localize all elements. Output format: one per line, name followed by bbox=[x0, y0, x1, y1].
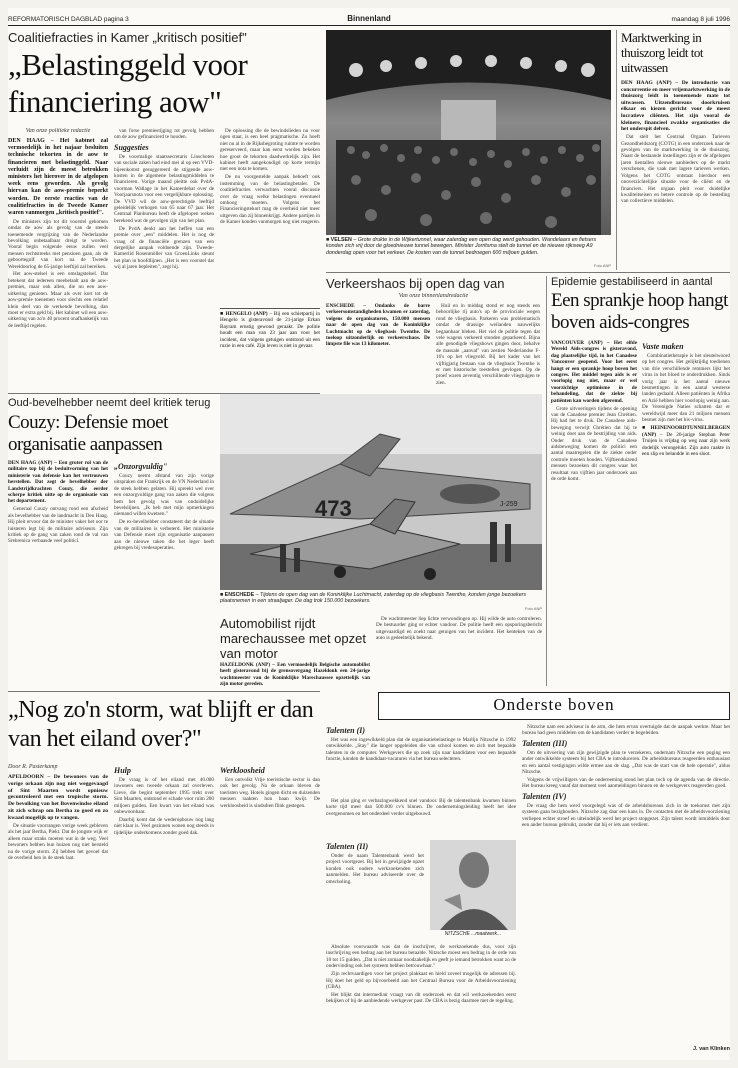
auto-body-col bbox=[376, 616, 542, 688]
aow-column-2 bbox=[114, 128, 214, 388]
aow-byline: Van onze politieke redactie bbox=[25, 128, 91, 134]
storm-body: De situatie voorrangen vorige week gebleven als het jaar Bertha, Piekt. Dat de jongste wijk er alleen maar straks moeten wat in de weg. Veel bewoners hebben hun huizen nog niet hersteld na de vorige storm. Zij hebben het gevoel dat de overheid hen in de steek laat. bbox=[8, 823, 108, 862]
masthead-paper-page: REFORMATORISCH DAGBLAD pagina 3 bbox=[8, 16, 129, 23]
storm-column-1 bbox=[8, 774, 108, 1054]
aow-kicker: Coalitiefracties in Kamer „kritisch positief" bbox=[8, 30, 247, 45]
aids-lead: VANCOUVER (ANP) – Het elfde Wereld Aids-congres is gisteravond, dag plaatselijke tijd, in het Canadese Vancouver geopend. Voor het eerst hangt er een sprankje hoop boven het congres. Het middel tegen aids is er voorlopig nog niet, maar er wel voorzichtige optimisme in de behandeling, dat de ziekte bij patiënten kan worden afgeremd. bbox=[551, 340, 637, 404]
thuiszorg-lead: DEN HAAG (ANP) – De introductie van concurrentie en meer vrijemarktwerking in de thuiszorg leidt in toenemende mate tot uitwassen. Uitzendbureaus doorkruisen elkaar en kiezen gericht voor de meest lucratieve cliënten. Het zijn vooral de kleinere, financieel zwakke organisaties die het onderspit delven. bbox=[621, 80, 730, 133]
aow-subhead-suggesties: Suggesties bbox=[114, 142, 149, 152]
verkeer-kicker: Verkeershaos bij open dag van bbox=[326, 276, 505, 291]
side-divider bbox=[616, 30, 617, 270]
tunnel-caption-tag: VELSEN bbox=[330, 237, 352, 243]
talenten-subhead-3: Talenten (III) bbox=[522, 738, 568, 748]
onderste-boven-banner: Onderste boven bbox=[378, 692, 730, 720]
talenten-block-4 bbox=[326, 944, 516, 1054]
aow-col2-body: De voormalige staatssecretaris Linschoten van sociale zaken had eind mei al op een VVD-bijeenkomst gesuggereerd de stijgende aow-kosten in de algemene belastingmiddelen te financieren. Vorige maand pleitte ook PvdA-voorman Wallage in het Kamerdebat over de Voorjaarsnota voor een vergelijkbare oplossing. De VVD wil de aow-gerechtigde leeftijd geleidelijk verhogen van 65 naar 67 jaar. Het Centraal Planbureau heeft de afgelopen weken berekend wat de gevolgen zijn van het plan. bbox=[114, 153, 214, 224]
tunnel-photo-image bbox=[326, 30, 611, 235]
thuiszorg-body: Dat stelt het Centraal Orgaan Tarieven Gezondheidszorg (COTG) in een onderzoek naar de gevolgen van de marktwerking in de thuiszorg. Naast de bestaande instellingen zijn er de afgelopen jaren tientallen nieuwe aanbieders op de markt verschenen, die vaak met lagere tarieven werken. Volgens het COTG ontstaat hierdoor een onoverzichtelijke situatie voor de cliënt en de financiers. Het orgaan pleit voor duidelijke kwaliteitseisen en betere controle op de besteding van collectieve middelen. bbox=[621, 134, 730, 205]
author-signature: J. van Klinken bbox=[693, 1046, 730, 1052]
couzy-column-2 bbox=[114, 460, 214, 688]
jets-caption-tag: ENSCHEDE bbox=[224, 592, 255, 598]
jets-photo bbox=[220, 394, 542, 590]
svg-text:473: 473 bbox=[315, 496, 352, 521]
aow-body-1: De ministers zijn tot dit voorstel gekomen omdat de aow als gevolg van de steeds toenemende vergrijzing van de Nederlandse bevolking onbetaalbaar dreigt te worden. Vooral begin volgende eeuw zullen veel mensen rechtstreeks met pensioen gaan, als de geboortegolf van kort na de Tweede Wereldoorlog de 65-jarige leeftijd zal bereiken. bbox=[8, 218, 108, 270]
nitzsche-caption: NITZSCHE ...maatwerk... bbox=[444, 931, 502, 937]
storm-headline: „Nog zo'n storm, wat blijft er dan van het eiland over?" bbox=[8, 697, 314, 752]
couzy-body-3: De ex-bevelhebber constateert dat de situatie van de militairen is verbeterd. Het ministerie van Defensie moet zijn organisatie aanpassen aan de nieuwe taken die het leger heeft gekregen bij vredesoperaties. bbox=[114, 519, 214, 551]
aids-column-1 bbox=[551, 340, 637, 685]
hengelo-brief: ■ HENGELO (ANP) – Bij een schietpartij in Hengelo is gisteravond de 21-jarige Erkan Bayram ernstig gewond geraakt. De politie houdt een man van 23 jaar aan voor het incident, dat volgens getuigen ontstond uit een ruzie in een café. Zijn leven is niet in gevaar. bbox=[220, 308, 320, 386]
talenten-body-1: Het was een ingewikkeld plan dat de organisatiebelastinge te Marlijn Nitzsche in 1992 ontwikkelde. „Stay" die langer opgeleiden die van school komen en zich met bepaalde talenten in de computer. Werkgevers die op zoek zijn naar kandidaten voor een bepaalde functie, konden de kandidaat-vacatures via het bureau selecteren. bbox=[326, 737, 516, 763]
talenten-body-6: Het blijkt dat intermediair vraagt van dit onderzoek en dat wil werkzoekenden eerst bekijken of bij de aanbiedende werkgever past. De CBA is bezig daarmee met de regeling. bbox=[326, 991, 516, 1005]
talenten-block-3 bbox=[326, 840, 424, 940]
hengelo-brief-text: – Bij een schietpartij in Hengelo is gisteravond de 21-jarige Erkan Bayram ernstig gewond geraakt. De politie houdt een man van 23 jaar aan voor het incident, dat volgens getuigen ontstond uit een ruzie in een café. Zijn leven is niet in gevaar. bbox=[220, 311, 320, 350]
aow-headline: „Belastinggeld voor financiering aow" bbox=[8, 47, 248, 119]
storm-column-3 bbox=[220, 764, 320, 1054]
jets-caption-text: – Tijdens de open dag van de Koninklijke Luchtmacht, zaterdag op de vliegbasis Twenthe, konden jonge bezoekers plaatsnemen in een straaljager. De dag trok 150.000 bezoekers. bbox=[220, 592, 527, 605]
aids-brief-text: – De 26-jarige Stephan Peter Truijen is vrijdag op weg naar zijn werk dodelijk verongelukt. Zijn auto raakte in een slip en belandde in een sloot. bbox=[642, 431, 730, 458]
newspaper-page bbox=[8, 8, 730, 1060]
talenten-right-intro: Nitzsche nam een adviseur in de arm, die hem ervan overtuigde dat de aanpak werkte. Maar het bureau had geen middelen om de kandidaten verder te begeleiden. bbox=[522, 724, 730, 737]
verkeer-column-2 bbox=[436, 303, 540, 389]
couzy-body-2: Couzy neemt afstand van zijn vorige uitspraken dat Frankrijk en de VN Nederland in de steek hebben gelaten. Hij spreekt wel over een onzorgvuldige gang van zaken die volgens hem het gevolg was van onduidelijke bevelslijnen. „Ik heb met mijn opmerkingen niemand willen kwetsen." bbox=[114, 473, 214, 518]
talenten-block-2 bbox=[326, 798, 516, 838]
thuiszorg-column bbox=[621, 80, 730, 270]
aids-divider bbox=[546, 276, 547, 686]
storm-subhead-hulp: Hulp bbox=[114, 766, 131, 775]
aow-col2-intro: van forse premiestijging tot gevolg hebben om de aow gefinancierd te houden. bbox=[114, 128, 214, 141]
storm-byline: Door R. Pasterkamp bbox=[8, 764, 58, 770]
talenten-subhead-2: Talenten (II) bbox=[326, 842, 369, 851]
aow-col3-body: De oplossing die de bewindslieden nu voor ogen staat, is een heel pragmatische. Zo hoeft niet nu al in de Rijksbegroting ruimte te worden gereserveerd, maar kan eerst worden bekeken hoe groot de tekorten daadwerkelijk zijn. Het kabinet heeft aangekondigd op korte termijn met een nota te komen. bbox=[220, 128, 320, 173]
aids-subhead-vaste: Vaste maken bbox=[642, 342, 684, 351]
verkeer-column-1 bbox=[326, 303, 430, 389]
aids-headline: Een sprankje hoop hangt boven aids-congres bbox=[551, 290, 728, 333]
talenten-subhead-1: Talenten (I) bbox=[326, 726, 366, 735]
talenten-body-4: Absolute voorwaarde was dat de inschrijver, de werkzoekende dus, voor zijn inschrijving een bedrag aan het bureau betaalde. Nitzsche moest een bedrag in de orde van 10 tot 15 gulden. „Dat is niet zomaar noodzakelijk en geeft je iemand betrokken want zo de ondervinding ook het systeem hebben betrouwbaar." bbox=[326, 944, 516, 970]
divider-storm bbox=[8, 691, 320, 692]
masthead bbox=[8, 8, 730, 26]
storm-lead: APELDOORN – De bewoners van de vorige orkaan zijn nog niet weggevaagd of Sint Maarten wordt opnieuw gecontroleerd met een tropische storm. De bevolking van het Bovenwindse eiland zit zich schrap om Bertha zo goed en zo kwaad mogelijk op te vangen. bbox=[8, 774, 108, 821]
hengelo-brief-title: HENGELO (ANP) bbox=[225, 311, 268, 317]
auto-lead: HAZELDONK (ANP) – Een vermoedelijk Belgische automobilist heeft gisteravond bij de grensovergang Hazeldonk een 24-jarige wachtmeester van de Koninklijke Marechaussee opzettelijk van zijn motor gereden. bbox=[220, 662, 370, 688]
aow-col2-body-2: De PvdA denkt aan het heffen van een premie over „een" middelen. Het is nog de vraag of de financiële grenzen van een dergelijke aanpak voldoende zijn. Tweede-Kamerlid Rosenmöller van GroenLinks steunt het plan in hoofdlijnen. „Het is een voorstel dat wij al jaren bepleiten", zegt hij. bbox=[114, 225, 214, 271]
talenten-right-body-3: De vraag die hem werd voorgelegd was of de arbeidsbureaus zich in de toekomst met zijn systeem gaan bezighouden. Nitzsche zag daar een kans in. De contacten met de arbeidsvoorziening verliepen echter stroef en uiteindelijk werd het project stopgezet. Zijn talent wordt inmiddels door een ander bureau gebruikt, zonder dat hij er iets aan verdient. bbox=[522, 802, 730, 828]
aow-lead: DEN HAAG – Het kabinet zal vermoedelijk in het najaar besluiten technische tekorten in de aow te financieren met belastinggeld. Naar verluidt zijn de meest betrokken ministers het hierover in de afgelopen week eens geworden. Als gevolg hiervan kan de aow-premie beperkt worden. De eerste reacties van de coalitiefracties in de Tweede Kamer waren vanmorgen „kritisch positief". bbox=[8, 138, 108, 217]
talenten-right-column bbox=[522, 724, 730, 1044]
tunnel-photo-credit: Foto ANP bbox=[593, 263, 611, 268]
verkeer-byline: Van onze binnenlandredactie bbox=[398, 293, 469, 299]
masthead-date: maandag 8 juli 1996 bbox=[671, 16, 730, 23]
auto-kicker: Automobilist rijdt marechaussee met opzet van motor bbox=[220, 616, 366, 660]
divider-mid bbox=[326, 272, 730, 273]
jets-photo-credit: Foto ANP bbox=[524, 606, 542, 611]
aids-kicker: Epidemie gestabiliseerd in aantal bbox=[551, 276, 713, 288]
storm-column-2 bbox=[114, 764, 214, 1054]
couzy-body: Generaal Couzy ontvang rond een afscheid als bevelhebber van de landmacht in Den Haag. Hij pleit ervoor dat de minister vaker het oor te luisteren legt bij de militaire adviseurs. Zijn kritiek op de gang van zaken rond de val van Srebrenica verbaasde veel politici. bbox=[8, 506, 108, 545]
aow-col3-body-2: De nu voorgestelde aanpak behoeft ook instemming van de belastingbetaler. De coalitiefracties verwachten vooral discussie over de vraag welke belastingen eventueel omhoog moeten. Volgens het Financieringstekort mag de overheid niet meer uitgeven dan zij binnenkrijgt. Andere partijen in de Kamer konden vanmorgen nog niet reageren. bbox=[220, 174, 320, 226]
verkeer-lead: ENSCHEDE – Ondanks de barre verkeersomstandigheden kwamen er zaterdag, volgens de organisatoren, 150.000 mensen naar de open dag van de Koninklijke Luchtmacht op de vliegbasis Twenthe. De toeloop uitzonderlijk en verkeerschaos. De limpste file was 13 kilometer. bbox=[326, 303, 430, 348]
aids-column-2: Vaste maken Combinatietherapie is het sleutelwoord op het congres. Het gelijktijdig toedienen van drie verschillende remmers lijkt het virus in het bloed te onderdrukken. Sinds vorig jaar is het aantal nieuwe besmettingen in een aantal westerse landen gedaald. Alleen patiënten in Afrika en Azië hebben hier voorlopig weinig aan. De Verenigde Naties schatten dat er wereldwijd meer dan 21 miljoen mensen besmet zijn met het hiv-virus. ■ HEINENOORDTUNNELBERGEN (ANP) – De 26-jarige Stephan Peter Truijen is vrijdag op weg naar zijn werk dodelijk verongelukt. Zijn auto raakte in een slip en belandde in een sloot. bbox=[642, 342, 730, 458]
talenten-block-1 bbox=[326, 724, 516, 796]
tunnel-photo-caption: ■ VELSEN – Grote drukte in de Wijkertunnel, waar zaterdag een open dag werd gehouden. Wandelaars en fietsers konden zich vrij door de gloednieuwe tunnel bewegen. Minister Jorritsma stelt de tunnel en de nieuwe rijksweg A9 donderdag open voor het verkeer. De kosten van de tunnel bedroegen 600 miljoen gulden. bbox=[326, 237, 597, 256]
talenten-subhead-4: Talenten (IV) bbox=[522, 791, 567, 801]
talenten-body-3: Onder de naam Talentenbank werd het project voortgezet. Bij het in gewijzigde opzet konden ook oudere werkzoekenden zich aanmelden. Het bureau adviseerde over de omscholing. bbox=[326, 853, 424, 885]
talenten-body-2: Het plan ging er verbazingwekkend snel vandoor. Bij de talentenbank kwamen binnen korte tijd meer dan 500.000 cv's binnen. De ondernemingsleiding heeft het idee overgenomen en het onderdeel verder uitgebouwd. bbox=[326, 798, 516, 817]
jets-photo-image bbox=[220, 394, 542, 590]
talenten-right-body: Om de uitvoering van zijn gewijzigde plan te verzekeren, ondernam Nitzsche een poging een ander ontwikkelde systeem bij het CBA te introduceren. De arbeidsbureaus reageerden enthousiast en een aantal vestigingen wilde ermee aan de slag. „Dat was de start van de hele operatie", aldus Nitzsche. bbox=[522, 749, 730, 776]
thuiszorg-headline: Marktwerking in thuiszorg leidt tot uitwassen bbox=[621, 30, 703, 75]
aids-brief-title: HEINENOORDTUNNELBERGEN (ANP) bbox=[642, 425, 730, 438]
couzy-subhead: „Onzorgvuldig" bbox=[114, 462, 168, 471]
storm-body-2: De vraag is of het eiland met 40.000 inwoners een tweede orkaan zal overleven. Lieve, die begint september 1995 trekt over Sint Maarten, ontstond er schade voor ruim 200 miljoen gulden. Een kwart van het eiland was onbewoonbaar. bbox=[114, 777, 214, 816]
talenten-right-body-2: Volgens de vrijwilligers van de onderneming stond het plan toch op de agenda van de directie. Het bureau kreeg vanaf dat moment veel aanmeldingen binnen en de werkgevers reageerden goed. bbox=[522, 776, 730, 790]
couzy-kicker: Oud-bevelhebber neemt deel kritiek terug bbox=[8, 397, 211, 409]
storm-body-3: Daarbij komt dat de wederopbouw nog lang niet klaar is. Veel gezinnen wonen nog steeds in tijdelijke onderkomens zonder goed dak. bbox=[114, 816, 214, 836]
storm-body-4: Een ontvolkt Vrije toeristische sector is dan ook het gevolg. Na de orkaan bleven de toeristen weg. Hotels gingen dicht en duizenden mensen raakten hun baan kwijt. De werkloosheid is sindsdien flink gestegen. bbox=[220, 777, 320, 809]
tunnel-photo bbox=[326, 30, 611, 235]
couzy-column-1 bbox=[8, 460, 108, 688]
jets-photo-caption: ■ ENSCHEDE – Tijdens de open dag van de Koninklijke Luchtmacht, zaterdag op de vliegbasis Twenthe, konden jonge bezoekers plaatsnemen in een straaljager. De dag trok 150.000 bezoekers. bbox=[220, 592, 527, 605]
talenten-body-5: Zijn rechtvaardigen voor het project plakkaat en hield zoveel mogelijk de adressen bij. Hij doet het geld op bijvoorbeeld aan het Centraal Bureau voor de Arbeidsvoorziening (CBA). bbox=[326, 971, 516, 990]
auto-lead-col bbox=[220, 662, 370, 688]
auto-body: De wachtmeester liep lichte verwondingen op. Hij wilde de auto controleren. De bestuurder ging er echter vandoor. De politie heeft een opsporingsbericht uitgevaardigd en zoekt naar getuigen van het incident. Het kenteken van de auto is gedeeltelijk bekend. bbox=[376, 616, 542, 642]
aow-body-2: Het aow-stelsel is een omslagstelsel. Dat betekent dat iedereen meebetaalt aan de aow-premies, maar ook allen, die nu een aow-uitkering genieten. Maar als over kort tot de aow-premie toenemen voor slechts een relatief klein deel van de werkende bevolking, dan moet er extra geld bij. Het kabinet wil een aow-uitkering van zo'n 40 procent onafhankelijk van de leeftijd regelen. bbox=[8, 271, 108, 329]
nitzsche-photo-image bbox=[430, 840, 516, 930]
nitzsche-photo bbox=[430, 840, 516, 930]
section-title: Binnenland bbox=[347, 14, 391, 23]
verkeer-body: Huil en in middag stond er nog steeds een behoorlijke rij auto's op de provinciale wegen rond de vliegbasis. Parkeren was problematisch omdat de drassige weilanden nauwelijks begaanbaar bleken. Het viel de politie tegen dat vele wagens verkeerd stonden geparkeerd. Bijna alle genodigde vliegshows gingen door, behalve de massale „aanval" van zestien Nederlandse F-16's op het vliegveld. Bij het kader van het vijftigjarig bestaan van de vliegbasis Twenthe is er met historische toestellen gevlogen. Op de proef waren zeventig verschillende vliegtuigen te zien. bbox=[436, 303, 540, 386]
couzy-headline: Couzy: Defensie moet organisatie aanpassen bbox=[8, 412, 168, 455]
svg-text:J-259: J-259 bbox=[500, 501, 518, 508]
aids-body: Grote uitvoeringen tijdens de opening van de Canadese premier Jean Chrétien. Hij had het te druk. De Canadese aids-beweging verwijt Chrétien dat hij te weinig doet aan de bestrijding van aids. Onder druk van de Canadese aidsbeweging komen de politici een aantal maatregelen die de ziekte onder controle moeten houden. Vijftienduizend mensen bezoeken dit congres waar het resultaat van vijftien jaar onderzoek aan de orde komt. bbox=[551, 405, 637, 483]
couzy-lead: DEN HAAG (ANP) – Een groter rol van de militaire top bij de besluitvorming van het ministerie van defensie kan het vertrouwen herstellen. Dat zegt de bevelhebber der Landstrijdkrachten Couzy, die eerder scherpe kritiek uitte op de organisatie van het departement. bbox=[8, 460, 108, 505]
tunnel-caption-text: – Grote drukte in de Wijkertunnel, waar zaterdag een open dag werd gehouden. Wandelaars en fietsers konden zich vrij door de gloednieuwe tunnel bewegen. Minister Jorritsma stelt de tunnel en de nieuwe rijksweg A9 donderdag open voor het verkeer. De kosten van de tunnel bedroegen 600 miljoen gulden. bbox=[326, 237, 597, 256]
storm-subhead-werkloosheid: Werkloosheid bbox=[220, 766, 265, 775]
aow-column-1 bbox=[8, 138, 108, 388]
aids-body-2: Combinatietherapie is het sleutelwoord op het congres. Het gelijktijdig toedienen van drie verschillende remmers lijkt het virus in het bloed te onderdrukken. Sinds vorig jaar is het aantal nieuwe besmettingen in een aantal westerse landen gedaald. Alleen patiënten in Afrika en Azië hebben hier voorlopig weinig aan. De Verenigde Naties schatten dat er wereldwijd meer dan 21 miljoen mensen besmet zijn met het hiv-virus. bbox=[642, 353, 730, 424]
